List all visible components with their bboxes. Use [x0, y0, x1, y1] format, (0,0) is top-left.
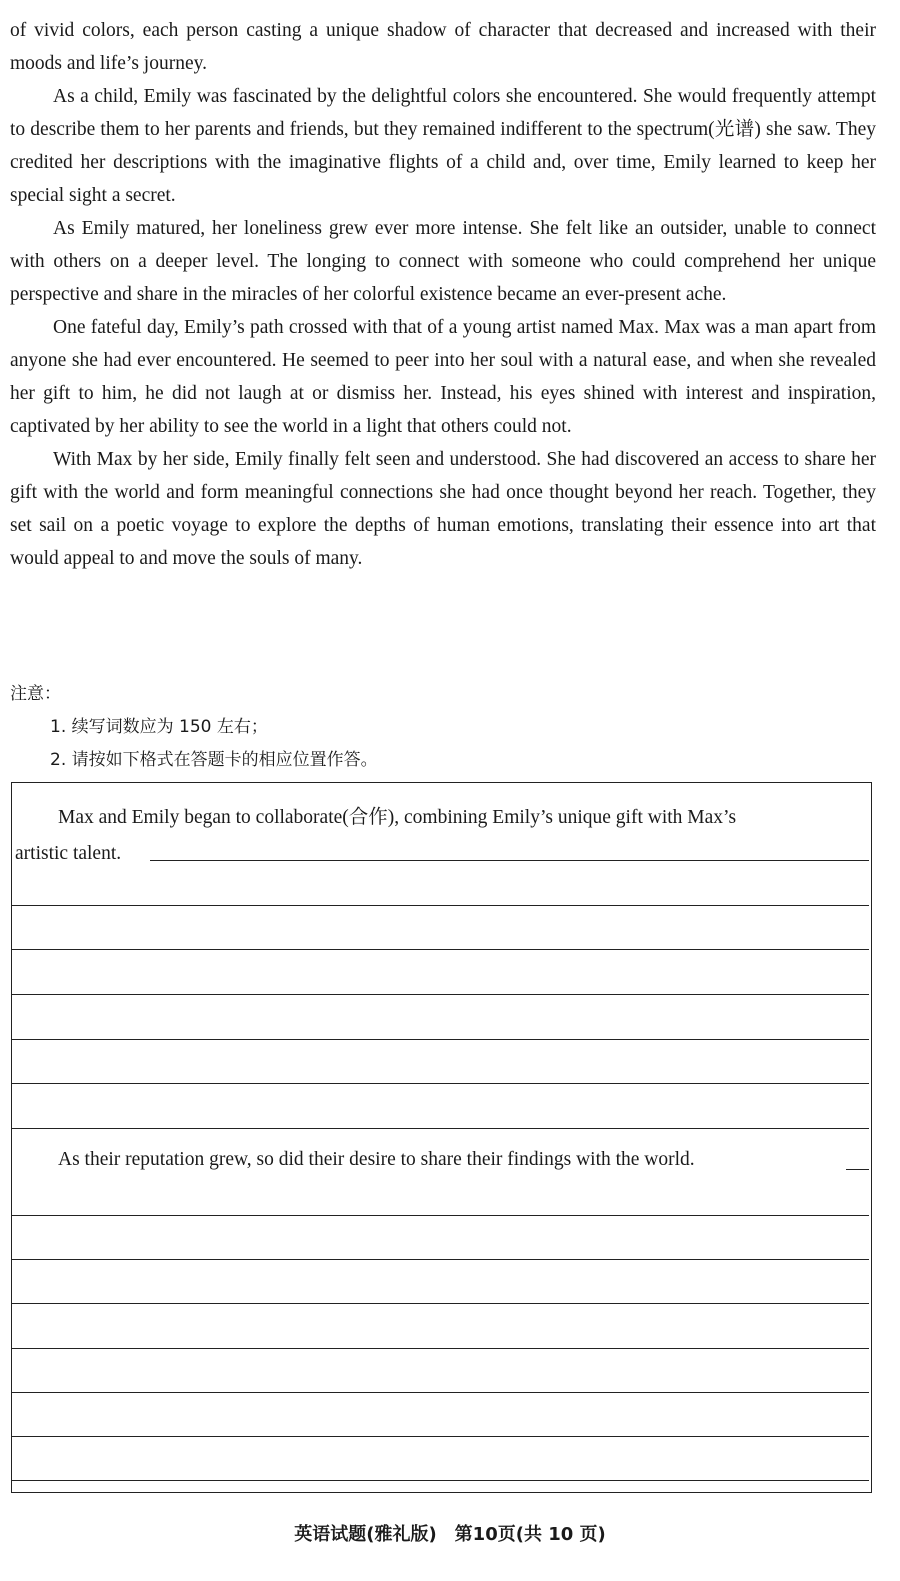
passage-paragraph-5: With Max by her side, Emily finally felt seen and understood. She had discovered an access to share her gift with the world and form meaningful connections she had once thought beyond her reach. Together, they set sail on a poetic voyage to explore the depths of human emotions, translating their essence into art that would appeal to and move the souls of many. [10, 449, 876, 569]
writing-line[interactable] [12, 1039, 869, 1040]
writing-line[interactable] [12, 1348, 869, 1349]
instructions-notes [10, 678, 870, 777]
writing-line[interactable] [846, 1169, 869, 1170]
answer-box [11, 782, 872, 1493]
passage-paragraph-3: As Emily matured, her loneliness grew ever more intense. She felt like an outsider, unable to connect with others on a deeper level. The longing to connect with someone who could comprehend her unique perspective and share in the miracles of her colorful existence became an ever-present ache. [10, 218, 876, 305]
writing-line[interactable] [12, 1128, 869, 1129]
note-item-format: 2. 请按如下格式在答题卡的相应位置作答。 [50, 750, 378, 770]
page-footer: 英语试题(雅礼版) 第10页(共 10 页) [294, 1524, 606, 1545]
writing-line[interactable] [12, 1083, 869, 1084]
notes-heading: 注意： [10, 684, 61, 704]
continuation-prompt-1-line-2: artistic talent. [15, 843, 122, 864]
writing-line[interactable] [12, 949, 869, 950]
writing-line[interactable] [12, 994, 869, 995]
writing-line[interactable] [12, 1436, 869, 1437]
passage-paragraph-2: As a child, Emily was fascinated by the delightful colors she encountered. She would frequently attempt to describe them to her parents and friends, but they remained indifferent to the spectrum(光谱) she saw. They credited her descriptions with the imaginative flights of a child and, over time, Emily learned to keep her special sight a secret. [10, 86, 876, 206]
writing-line[interactable] [12, 905, 869, 906]
writing-line[interactable] [12, 1480, 869, 1481]
continuation-prompt-1: Max and Emily began to collaborate(合作), combining Emily’s unique gift with Max’s [58, 807, 737, 828]
writing-line[interactable] [12, 1303, 869, 1304]
passage-paragraph-4: One fateful day, Emily’s path crossed with that of a young artist named Max. Max was a man apart from anyone she had ever encountered. He seemed to peer into her soul with a natural ease, and when she revealed her gift to him, he did not laugh at or dismiss her. Instead, his eyes shined with interest and inspiration, captivated by her ability to see the world in a light that others could not. [10, 317, 876, 437]
story-passage [10, 14, 876, 575]
writing-line[interactable] [12, 1215, 869, 1216]
passage-paragraph-1: of vivid colors, each person casting a unique shadow of character that decreased and increased with their moods and life’s journey. [10, 20, 876, 74]
note-item-word-count: 1. 续写词数应为 150 左右； [50, 717, 268, 737]
writing-line[interactable] [150, 860, 869, 861]
writing-line[interactable] [12, 1392, 869, 1393]
continuation-prompt-2: As their reputation grew, so did their desire to share their findings with the world. [58, 1149, 695, 1170]
writing-line[interactable] [12, 1259, 869, 1260]
